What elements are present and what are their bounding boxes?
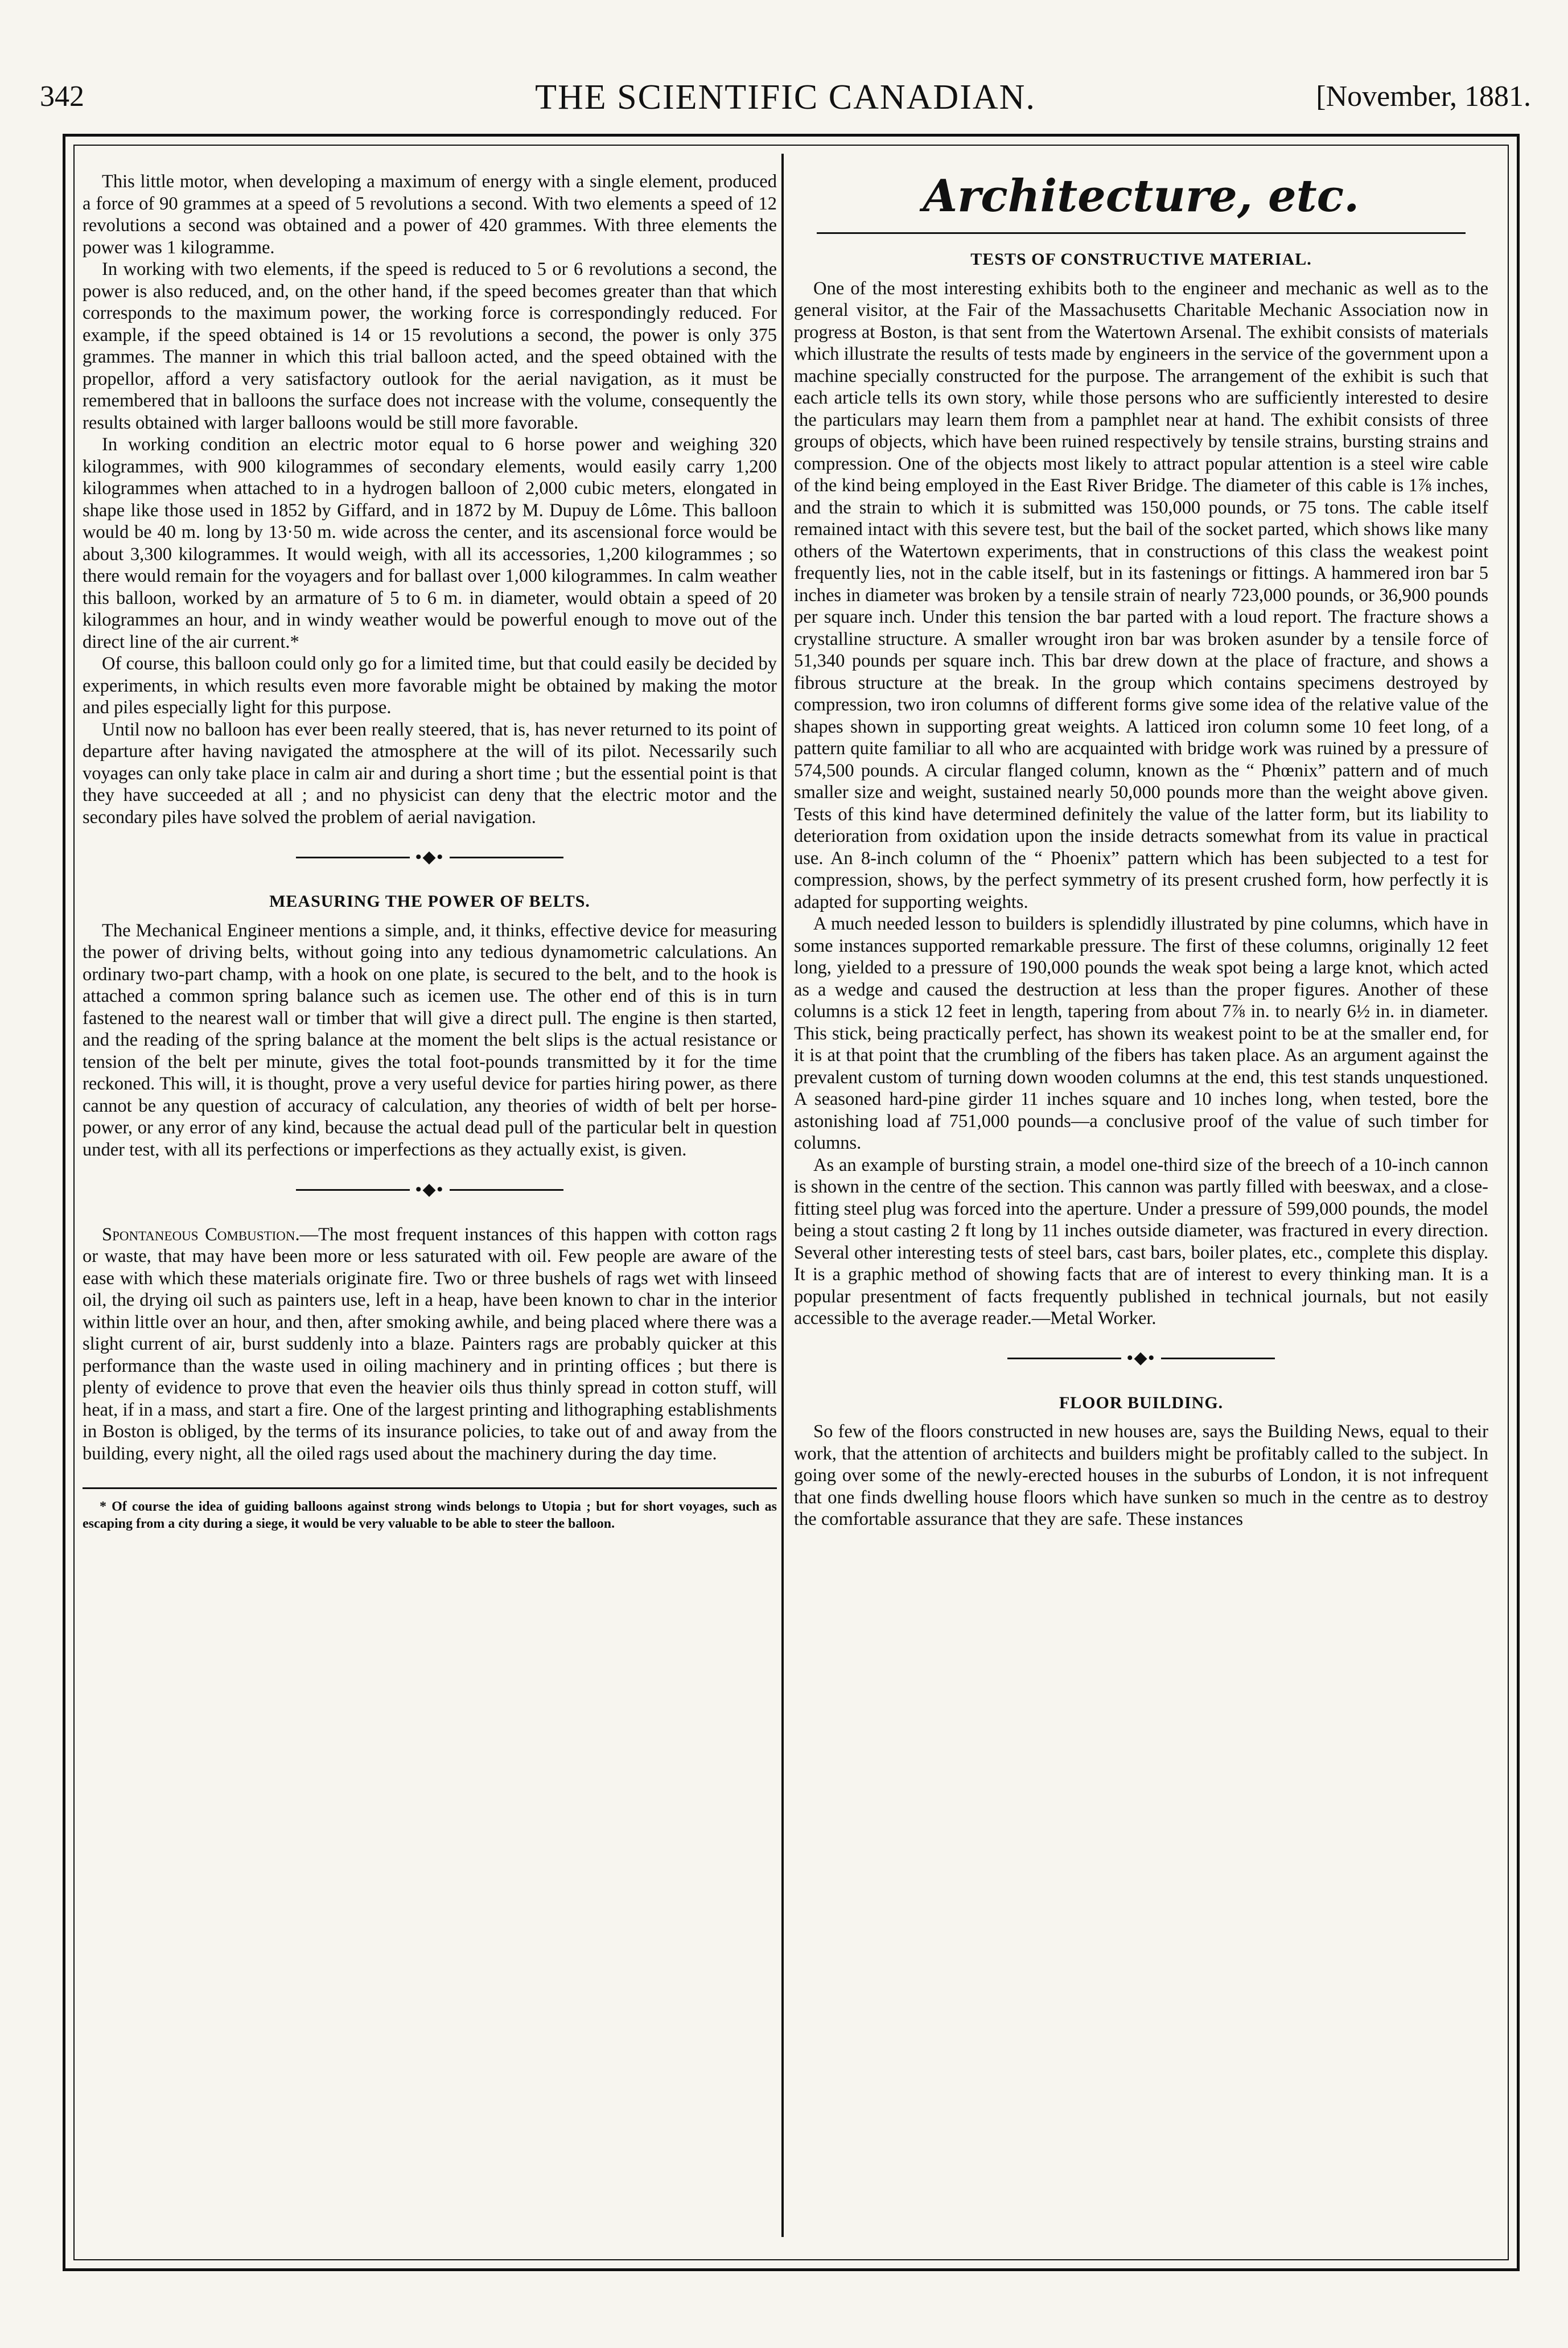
ornament-divider: •◆•	[83, 1178, 777, 1200]
belts-heading: MEASURING THE POWER OF BELTS.	[269, 892, 590, 911]
column-divider	[781, 154, 784, 2237]
section-rule	[817, 232, 1466, 234]
issue-date: [November, 1881.	[1316, 80, 1531, 113]
paragraph: As an example of bursting strain, a model one-third size of the breech of a 10-inch cannon is shown in the centre of the section. This cannon was partly filled with beeswax, and a close-fitting steel plug was forced into the aperture. Under a pressure of 599,000 pounds, the model being a stout casting 2 ft long by 11 inches outside diameter, was fractured in every direction. Several other interesting tests of steel bars, cast bars, boiler plates, etc., complete this display. It is a graphic method of showing facts that are of interest to every thinking man. It is a popular presentment of facts frequently published in technical journals, but not easily accessible to the average reader.—Metal Worker.	[794, 1154, 1488, 1329]
page-number: 342	[40, 80, 84, 113]
journal-title: THE SCIENTIFIC CANADIAN.	[535, 78, 1036, 117]
page-header	[40, 68, 1531, 125]
floor-heading: FLOOR BUILDING.	[1059, 1393, 1224, 1412]
paragraph: In working with two elements, if the speed is reduced to 5 or 6 revolutions a second, the power is also reduced, and, on the other hand, if the speed becomes greater than that which corresponds to the maximum power, the working force is correspondingly reduced. For example, if the speed obtained is 14 or 15 revolutions a second, the power is only 375 grammes. The manner in which this trial balloon acted, and the speed obtained with the propellor, afford a very satisfactory outlook for the aerial navigation, as it must be remembered that in balloons the surface does not increase with the volume, consequently the results obtained with larger balloons would be still more favorable.	[83, 259, 777, 433]
paragraph: In working condition an electric motor equal to 6 horse power and weighing 320 kilogrammes, with 900 kilogrammes of secondary elements, would easily carry 1,200 kilogrammes when attached to in a hydrogen balloon of 2,000 cubic meters, elongated in shape like those used in 1852 by Giffard, and in 1872 by M. Dupuy de Lôme. This balloon would be 40 m. long by 13·50 m. wide across the center, and its ascensional force would be about 3,300 kilogrammes. It would weigh, with all its accessories, 1,200 kilogrammes ; so there would remain for the voyagers and for ballast over 1,000 kilogrammes. In calm weather this balloon, worked by an armature of 5 to 6 m. in diameter, would obtain a speed of 20 kilogrammes an hour, and in windy weather would be powerful enough to move out of the direct line of the air current.*	[83, 434, 777, 652]
paragraph: Until now no balloon has ever been really steered, that is, has never returned to its point of departure after having navigated the atmosphere at the will of its pilot. Necessarily such voyages can only take place in calm air and during a short time ; but the essential point is that they have succeeded at all ; and no physicist can deny that the electric motor and the secondary piles have solved the problem of aerial navigation.	[83, 719, 777, 828]
balloon-article	[83, 171, 777, 828]
ornament-divider: •◆•	[83, 845, 777, 868]
belts-paragraph: The Mechanical Engineer mentions a simple, and, it thinks, effective device for measuring the power of driving belts, without going into any tedious dynamometric calculations. An ordinary two-part champ, with a hook on one plate, is secured to the belt, and to the hook is attached a common spring balance such as icemen use. The other end of this is in turn fastened to the nearest wall or timber that will give a direct pull. The engine is then started, and the reading of the spring balance at the moment the belt slips is the actual resistance or tension of the belt per minute, gives the total foot-pounds transmitted by it for the time reckoned. This will, it is thought, prove a very useful device for parties hiring power, as there cannot be any question of accuracy of calculation, any theories of width of belt per horse-power, or any error of any kind, because the actual dead pull of the particular belt in question under test, with all its perfections or imperfections as they actually exist, is given.	[83, 920, 777, 1160]
ornament-divider: •◆•	[794, 1347, 1488, 1370]
footnote-text: * Of course the idea of guiding balloons against strong winds belongs to Utopia ; but for short voyages, such as escaping from a city during a siege, it would be very valuable to be able to steer the balloon.	[83, 1499, 777, 1532]
footnote	[83, 1498, 777, 1532]
left-column	[83, 171, 777, 1532]
floor-paragraph: So few of the floors constructed in new houses are, says the Building News, equal to their work, that the attention of architects and builders might be profitably called to the subject. In going over some of the newly-erected houses in the suburbs of London, it is not infrequent that one finds dwelling house floors which have sunken so much in the centre as to destroy the comfortable assurance that they are safe. These instances	[794, 1421, 1488, 1530]
footnote-rule	[83, 1487, 777, 1489]
page-frame	[63, 134, 1520, 2271]
paragraph: Of course, this balloon could only go for a limited time, but that could easily be decided by experiments, in which results even more favorable might be obtained by making the motor and piles especially light for this purpose.	[83, 653, 777, 718]
combustion-paragraph	[83, 1224, 777, 1465]
combustion-text: —The most frequent instances of this happen with cotton rags or waste, that may have been more or less saturated with oil. Few people are aware of the ease with which these materials originate fire. Two or three bushels of rags wet with linseed oil, the drying oil such as painters use, left in a heap, have been known to char in the interior within little over an hour, and then, after smoking awhile, and being placed where there was a slight current of air, burst suddenly into a blaze. Painters rags are probably quicker at this performance than the waste used in oiling machinery and in printing offices ; but there is plenty of evidence to prove that even the heavier oils thus thinly spread in cotton stuff, will heat, if in a mass, and start a fire. One of the largest printing and lithographing establishments in Boston is obliged, by the terms of its insurance policies, to take out of and away from the building, every night, all the oiled rags used about the machinery during the day time.	[83, 1224, 777, 1464]
paragraph: A much needed lesson to builders is splendidly illustrated by pine columns, which have in some instances supported remarkable pressure. The first of these columns, originally 12 feet long, yielded to a pressure of 190,000 pounds the weak spot being a large knot, which acted as a wedge and caused the destruction at less than the proper figures. Another of these columns is a stick 12 feet in length, tapering from about 7⅞ in. to nearly 6½ in. in diameter. This stick, being practically perfect, has shown its weakest point to be at the smaller end, for it is at that point that the crumbling of the fibers has taken place. As an argument against the prevalent custom of turning down wooden columns at the end, this test stands unquestioned. A seasoned hard-pine girder 11 inches square and 10 inches long, when tested, bore the astonishing load af 751,000 pounds—a conclusive proof of the value of such timber for columns.	[794, 914, 1488, 1153]
paragraph: This little motor, when developing a maximum of energy with a single element, produced a force of 90 grammes at a speed of 5 revolutions a second. With two elements a speed of 12 revolutions a second was obtained and a power of 420 grammes. With three elements the power was 1 kilogramme.	[83, 171, 777, 258]
section-title: Architecture, etc.	[923, 170, 1360, 222]
right-column	[794, 171, 1488, 1531]
paragraph: One of the most interesting exhibits both to the engineer and mechanic as well as to the general visitor, at the Fair of the Massachusetts Charitable Mechanic Association now in progress at Boston, is that sent from the Watertown Arsenal. The exhibit consists of materials which illustrate the results of tests made by engineers in the service of the government upon a machine specially constructed for the purpose. The arrangement of the exhibit is such that each article tells its own story, while those persons who are sufficiently interested to desire the particulars may learn them from a pamphlet near at hand. The exhibit consists of three groups of objects, which have been ruined respectively by tensile strains, bursting strains and compression. One of the objects most likely to attract popular attention is a steel wire cable of the kind being employed in the East River Bridge. The diameter of this cable is 1⅞ inches, and the strain to which it is submitted was 150,000 pounds, or 75 tons. The cable itself remained intact with this severe test, but the bail of the socket parted, which shows like many others of the Watertown experiments, that in constructions of this class the weakest point frequently lies, not in the cable itself, but in its fastenings or fittings. A hammered iron bar 5 inches in diameter was broken by a tensile strain of nearly 723,000 pounds, or 36,900 pounds per square inch. Under this tension the bar parted with a loud report. The fracture shows a crystalline structure. A smaller wrought iron bar was broken asunder by a tensile force of 51,340 pounds per square inch. This bar drew down at the place of fracture, and shows a fibrous structure at the break. In the group which contains specimens destroyed by compression, two iron columns of different forms give some idea of the relative value of the shapes shown in supporting great weights. A latticed iron column some 10 feet long, of a pattern quite familiar to all who are acquainted with bridge work was ruined by a pressure of 574,500 pounds. A circular flanged column, known as the “ Phœnix” pattern and of much smaller size and weight, sustained nearly 50,000 pounds more than the weight above given. Tests of this kind have determined definitely the value of the latter form, but its liability to deterioration from oxidation upon the inside detracts somewhat from its value in practical use. An 8-inch column of the “ Phoenix” pattern which has been subjected to a test for compression, shows, by the perfect symmetry of its present crushed form, how perfectly it is adapted for supporting weights.	[794, 278, 1488, 912]
combustion-lead: Spontaneous Combustion.	[102, 1224, 300, 1245]
tests-heading: TESTS OF CONSTRUCTIVE MATERIAL.	[970, 250, 1312, 269]
